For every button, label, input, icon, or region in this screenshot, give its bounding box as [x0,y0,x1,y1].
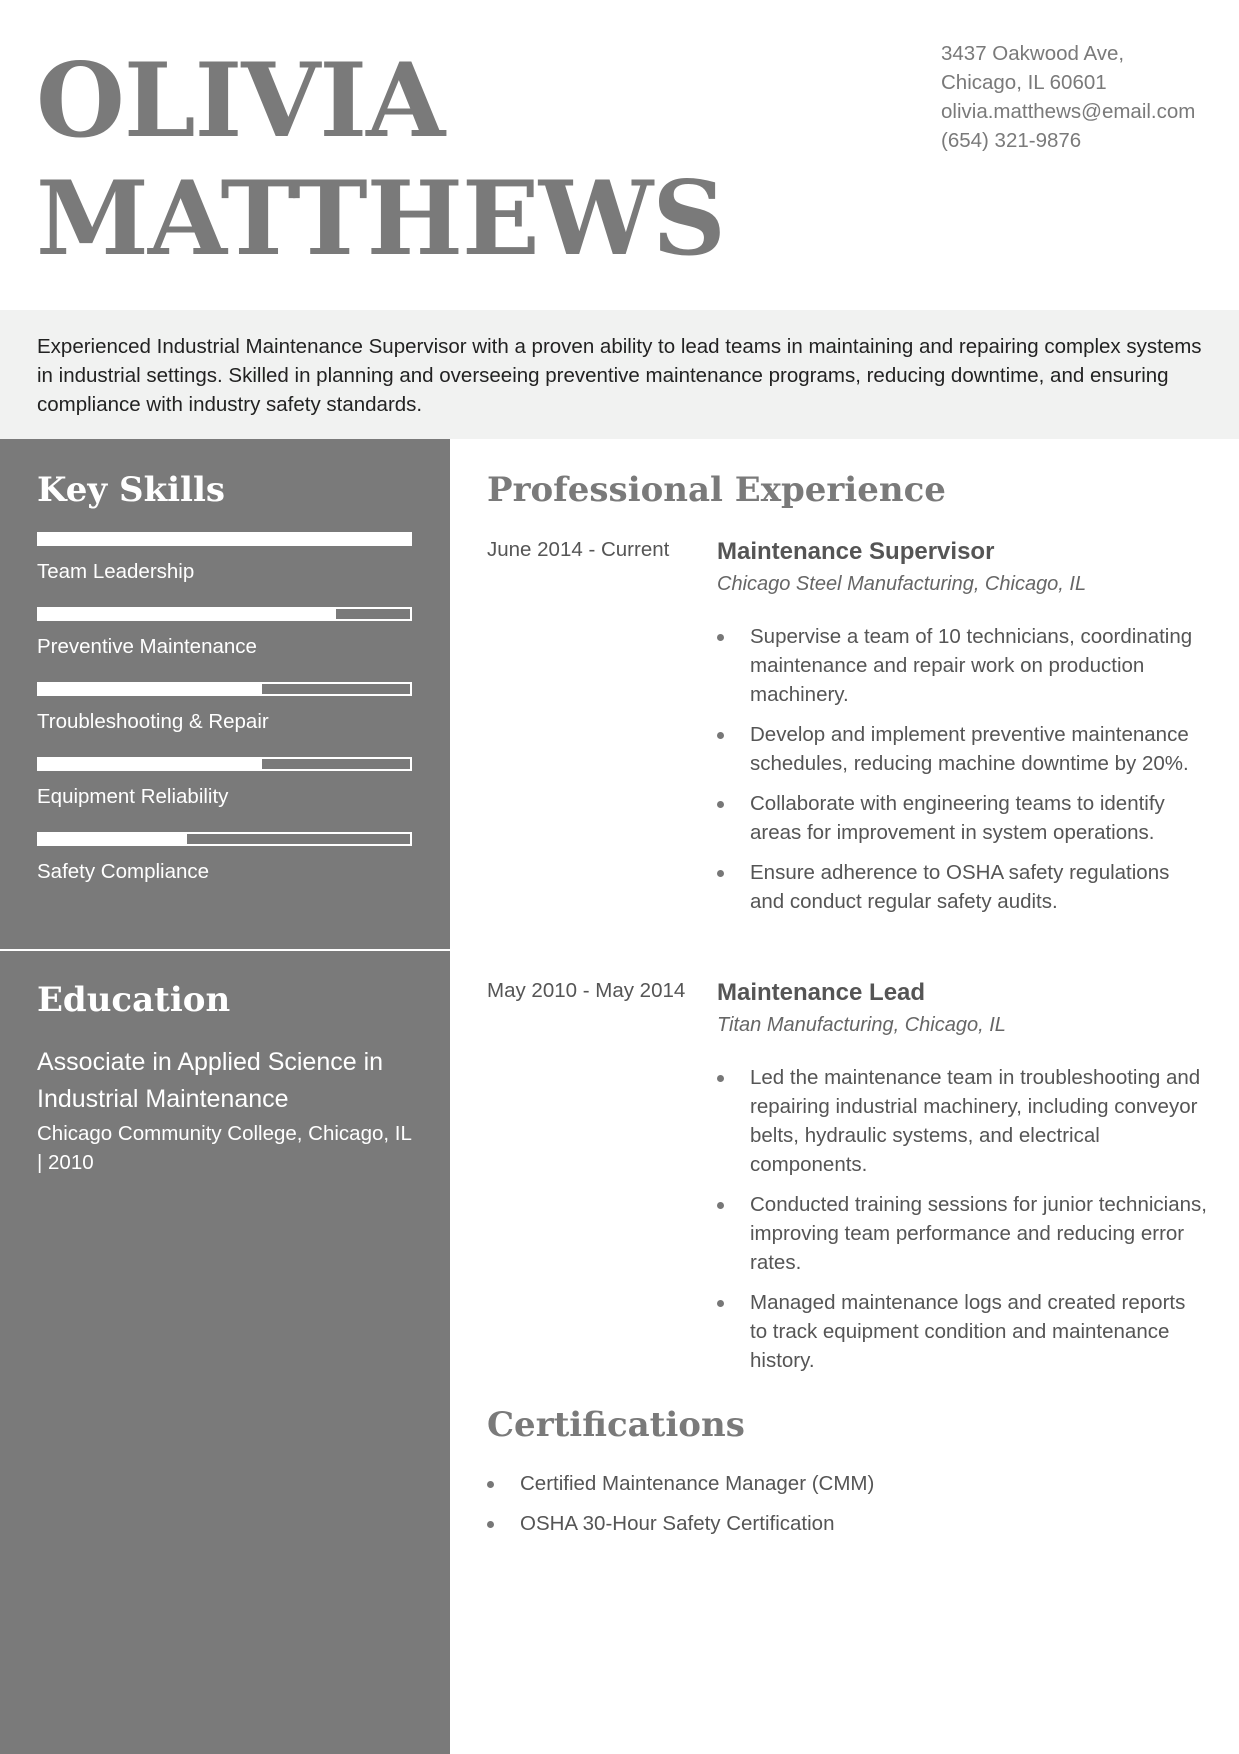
email-link[interactable]: olivia.matthews@email.com [941,100,1196,123]
list-item: OSHA 30-Hour Safety Certification [487,1509,1207,1538]
job-date: June 2014 - Current [487,538,670,561]
job-title: Maintenance Lead [717,979,926,1006]
list-item: Collaborate with engineering teams to identify areas for improvement in system operations. [717,789,1207,847]
candidate-name [36,42,856,278]
certifications-list [487,1469,1207,1549]
resume-header [0,0,1239,310]
skill-item [37,832,413,884]
name-last: MATTHEWS [36,159,725,279]
list-item: Conducted training sessions for junior technicians, improving team performance and reducing error rates. [717,1190,1207,1277]
skill-level-fill [39,684,262,694]
job-date: May 2010 - May 2014 [487,979,686,1002]
job-bullets [717,1063,1207,1386]
sidebar-divider [0,949,450,951]
list-item: Led the maintenance team in troubleshooting and repairing industrial machinery, including conveyor belts, hydraulic systems, and electrical components. [717,1063,1207,1179]
job-company: Titan Manufacturing, Chicago, IL [717,1014,1006,1036]
job-company: Chicago Steel Manufacturing, Chicago, IL [717,573,1087,595]
name-first: OLIVIA [36,41,445,161]
skill-level-fill [39,834,187,844]
certifications-heading: Certifications [487,1405,745,1445]
skill-label: Team Leadership [37,560,195,583]
skill-label: Preventive Maintenance [37,635,257,658]
job-bullets [717,622,1207,927]
phone-number: (654) 321-9876 [941,129,1082,152]
key-skills-heading: Key Skills [37,470,226,510]
list-item: Ensure adherence to OSHA safety regulations and conduct regular safety audits. [717,858,1207,916]
list-item: Supervise a team of 10 technicians, coordinating maintenance and repair work on production machinery. [717,622,1207,709]
address-line-1: 3437 Oakwood Ave, [941,42,1125,65]
skill-level-fill [39,609,336,619]
skill-level-bar [37,532,412,546]
education-heading: Education [37,980,231,1020]
skill-label: Troubleshooting & Repair [37,710,269,733]
skill-item [37,757,413,809]
skill-level-fill [39,534,410,544]
list-item: Managed maintenance logs and created reports to track equipment condition and maintenance history. [717,1288,1207,1375]
list-item: Develop and implement preventive maintenance schedules, reducing machine downtime by 20%. [717,720,1207,778]
skill-level-bar [37,682,412,696]
skill-level-bar [37,832,412,846]
address-line-2: Chicago, IL 60601 [941,71,1107,94]
job-title: Maintenance Supervisor [717,538,995,565]
experience-heading: Professional Experience [487,470,946,510]
contact-info [941,39,1203,155]
skill-item [37,607,413,659]
skill-item [37,532,413,584]
skill-level-bar [37,757,412,771]
skill-item [37,682,413,734]
education-degree: Associate in Applied Science in Industrial Maintenance [37,1048,384,1113]
skill-level-fill [39,759,262,769]
summary-text: Experienced Industrial Maintenance Supervisor with a proven ability to lead teams in maintaining and repairing complex systems in industrial settings. Skilled in planning and overseeing preventive maintenance programs, reducing downtime, and ensuring compliance with industry safety standards. [37,335,1202,416]
summary-band [0,310,1239,439]
skill-label: Equipment Reliability [37,785,229,808]
skill-level-bar [37,607,412,621]
skill-label: Safety Compliance [37,860,210,883]
education-school: Chicago Community College, Chicago, IL | 2010 [37,1122,412,1174]
list-item: Certified Maintenance Manager (CMM) [487,1469,1207,1498]
